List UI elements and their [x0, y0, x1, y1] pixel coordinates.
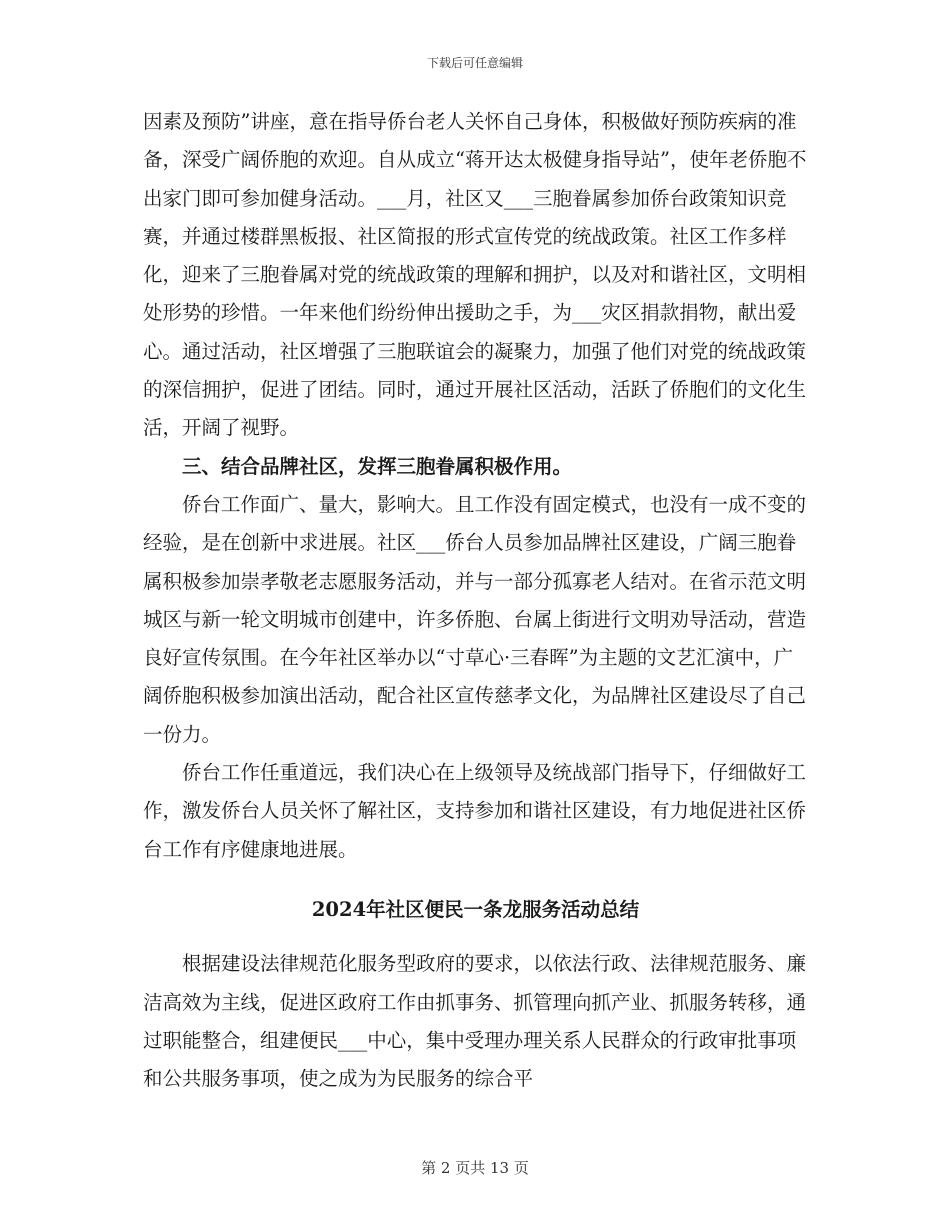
paragraph: 因素及预防”讲座，意在指导侨台老人关怀自己身体，积极做好预防疾病的准备，深受广阔侨胞的欢迎。自从成立“蒋开达太极健身指导站”，使年老侨胞不出家门即可参加健身活动。___月，社区又___三胞眷属参加侨台政策知识竞赛，并通过楼群黑板报、社区简报的形式宣传党的统战政策。社区工作多样化，迎来了三胞眷属对党的统战政策的理解和拥护，以及对和谐社区，文明相处形势的珍惜。一年来他们纷纷伸出援助之手，为___灾区捐款捐物，献出爱心。通过活动，社区增强了三胞联谊会的凝聚力，加强了他们对党的统战政策的深信拥护，促进了团结。同时，通过开展社区活动，活跃了侨胞们的文化生活，开阔了视野。: [143, 110, 807, 440]
document-title: 2024年社区便民一条龙服务活动总结: [311, 897, 640, 921]
document-body: [143, 103, 808, 1098]
page-footer: 第 2 页共 13 页: [421, 1159, 529, 1177]
page-header: 下载后可任意编辑: [426, 56, 523, 70]
section-heading: 三、结合品牌社区，发挥三胞眷属积极作用。: [182, 454, 573, 478]
paragraph: 侨台工作任重道远，我们决心在上级领导及统战部门指导下，仔细做好工作，激发侨台人员关怀了解社区，支持参加和谐社区建设，有力地促进社区侨台工作有序健康地进展。: [143, 761, 807, 861]
paragraph: 侨台工作面广、量大，影响大。且工作没有固定模式，也没有一成不变的经验，是在创新中求进展。社区___侨台人员参加品牌社区建设，广阔三胞眷属积极参加崇孝敬老志愿服务活动，并与一部分孤寡老人结对。在省示范文明城区与新一轮文明城市创建中，许多侨胞、台属上街进行文明劝导活动，营造良好宣传氛围。在今年社区举办以“寸草心·三春晖”为主题的文艺汇演中，广阔侨胞积极参加演出活动，配合社区宣传慈孝文化，为品牌社区建设尽了自己一份力。: [143, 492, 807, 746]
paragraph: 根据建设法律规范化服务型政府的要求，以依法行政、法律规范服务、廉洁高效为主线，促进区政府工作由抓事务、抓管理向抓产业、抓服务转移，通过职能整合，组建便民___中心，集中受理办理关系人民群众的行政审批事项和公共服务事项，使之成为为民服务的综合平: [143, 952, 807, 1091]
